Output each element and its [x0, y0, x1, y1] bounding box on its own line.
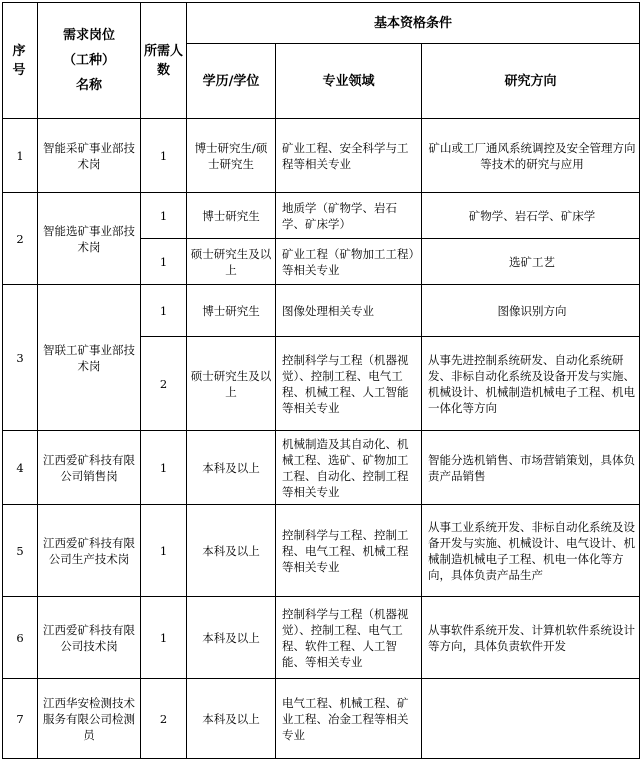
row-position: 智能选矿事业部技术岗: [38, 193, 141, 285]
row-position: 江西爱矿科技有限公司技术岗: [38, 597, 141, 679]
row-position: 江西华安检测技术服务有限公司检测员: [38, 679, 141, 759]
header-position-line3: 名称: [75, 78, 102, 93]
row-count: 1: [141, 119, 187, 193]
row-direction: 从事软件系统开发、计算机软件系统设计等方向，具体负责软件开发: [422, 597, 640, 679]
row-position: 江西爱矿科技有限公司生产技术岗: [38, 505, 141, 597]
row-major: 图像处理相关专业: [276, 285, 422, 337]
header-major: 专业领域: [276, 44, 422, 119]
row-degree: 硕士研究生及以上: [187, 239, 276, 285]
row-direction: 从事工业系统开发、非标自动化系统及设备开发与实施、机械设计、电气设计、机械制造机械电子工程、机电一体化等方向，具体负责产品生产: [422, 505, 640, 597]
row-seq: 7: [3, 679, 38, 759]
header-position-line2: （工种）: [62, 53, 115, 68]
header-qualifications: 基本资格条件: [187, 3, 640, 44]
header-count: 所需人数: [141, 3, 187, 119]
row-count: 1: [141, 505, 187, 597]
row-direction: 智能分选机销售、市场营销策划，具体负责产品销售: [422, 431, 640, 505]
row-degree: 本科及以上: [187, 431, 276, 505]
row-degree: 博士研究生: [187, 285, 276, 337]
row-count: 2: [141, 679, 187, 759]
table-row: [3, 679, 640, 759]
header-position-line1: 需求岗位: [62, 28, 115, 43]
header-direction: 研究方向: [422, 44, 640, 119]
row-degree: 本科及以上: [187, 505, 276, 597]
row-seq: 3: [3, 285, 38, 431]
row-major: 地质学（矿物学、岩石学、矿床学）: [276, 193, 422, 239]
row-count: 1: [141, 431, 187, 505]
table-row: [3, 431, 640, 505]
row-direction: 矿山或工厂通风系统调控及安全管理方向等技术的研究与应用: [422, 119, 640, 193]
row-degree: 硕士研究生及以上: [187, 337, 276, 431]
row-direction: [422, 679, 640, 759]
row-major: 控制科学与工程（机器视觉）、控制工程、电气工程、软件工程、人工智能、等相关专业: [276, 597, 422, 679]
row-major: 矿业工程、安全科学与工程等相关专业: [276, 119, 422, 193]
row-degree: 博士研究生: [187, 193, 276, 239]
row-count: 1: [141, 597, 187, 679]
row-position: 智能采矿事业部技术岗: [38, 119, 141, 193]
row-degree: 博士研究生/硕士研究生: [187, 119, 276, 193]
recruitment-table: [2, 2, 640, 759]
header-degree: 学历/学位: [187, 44, 276, 119]
row-direction: 从事先进控制系统研发、自动化系统研发、非标自动化系统及设备开发与实施、机械设计、机械制造机械电子工程、机电一体化等方向: [422, 337, 640, 431]
row-degree: 本科及以上: [187, 679, 276, 759]
row-seq: 6: [3, 597, 38, 679]
table-row: [3, 193, 640, 239]
row-seq: 4: [3, 431, 38, 505]
row-major: 矿业工程（矿物加工工程）等相关专业: [276, 239, 422, 285]
header-seq: 序号: [3, 3, 38, 119]
row-degree: 本科及以上: [187, 597, 276, 679]
table-row: [3, 505, 640, 597]
table-row: [3, 119, 640, 193]
row-position: 智联工矿事业部技术岗: [38, 285, 141, 431]
row-major: 控制科学与工程、控制工程、电气工程、机械工程等相关专业: [276, 505, 422, 597]
table-row: [3, 285, 640, 337]
row-count: 2: [141, 337, 187, 431]
row-seq: 2: [3, 193, 38, 285]
row-position: 江西爱矿科技有限公司销售岗: [38, 431, 141, 505]
row-count: 1: [141, 285, 187, 337]
header-position: [38, 3, 141, 119]
row-count: 1: [141, 193, 187, 239]
row-seq: 1: [3, 119, 38, 193]
row-major: 机械制造及其自动化、机械工程、选矿、矿物加工工程、自动化、控制工程等相关专业: [276, 431, 422, 505]
row-major: 电气工程、机械工程、矿业工程、冶金工程等相关专业: [276, 679, 422, 759]
row-seq: 5: [3, 505, 38, 597]
row-direction: 选矿工艺: [422, 239, 640, 285]
row-count: 1: [141, 239, 187, 285]
row-direction: 图像识别方向: [422, 285, 640, 337]
row-direction: 矿物学、岩石学、矿床学: [422, 193, 640, 239]
table-row: [3, 597, 640, 679]
row-major: 控制科学与工程（机器视觉）、控制工程、电气工程、机械工程、人工智能等相关专业: [276, 337, 422, 431]
